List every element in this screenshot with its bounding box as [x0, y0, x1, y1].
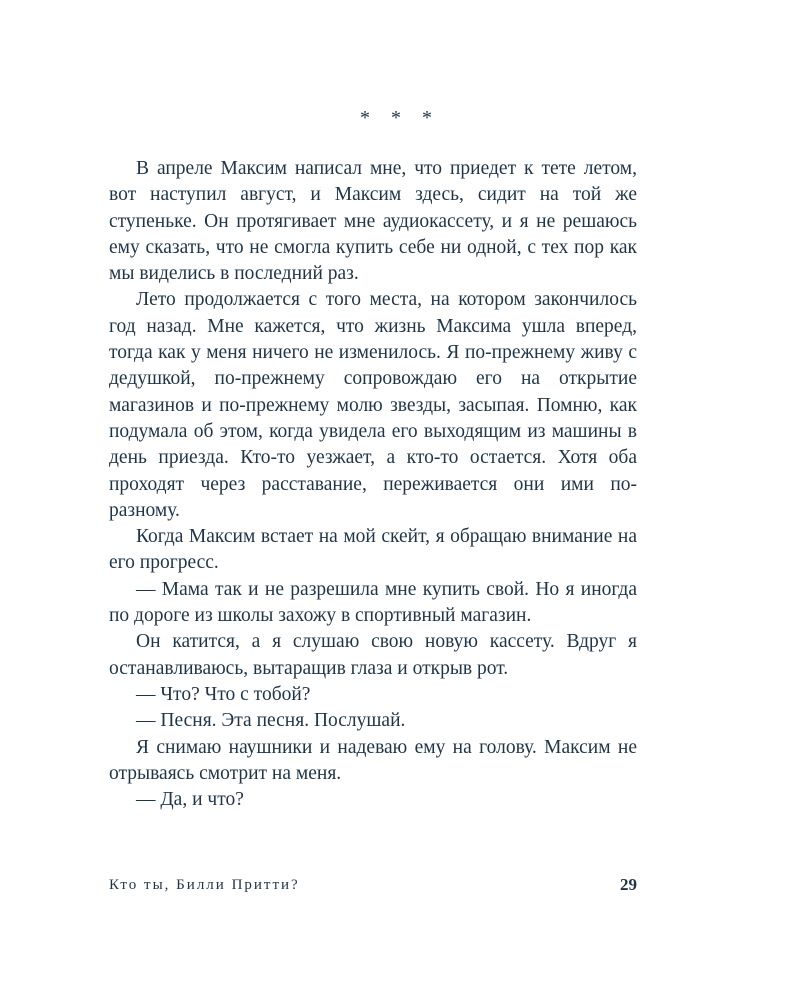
- paragraph: — Что? Что с тобой?: [136, 683, 311, 705]
- page-footer: [109, 873, 637, 897]
- paragraph: Лето продолжается с того места, на котором закончилось год назад. Мне кажется, что жизнь Максима ушла вперед, тогда как у меня ничего не изменилось. Я по-прежнему живу с дедушкой, по-прежнему сопровождаю его на открытие магазинов и по-прежнему молю звезды, засыпая. Помню, как подумала об этом, когда увидела его выходящим из машины в день приезда. Кто-то уезжает, а кто-то остается. Хотя оба проходят через расставание, переживается они ими по-разному.: [109, 289, 637, 521]
- paragraph: — Да, и что?: [136, 789, 244, 811]
- body-text: [109, 156, 637, 813]
- running-footer-title: Кто ты, Билли Притти?: [109, 876, 300, 893]
- paragraph: — Песня. Эта песня. Послушай.: [136, 710, 406, 732]
- paragraph: Когда Максим встает на мой скейт, я обращаю внимание на его прогресс.: [109, 526, 637, 574]
- paragraph: — Мама так и не разрешила мне купить свой. Но я иногда по дороге из школы захожу в спортивный магазин.: [109, 578, 637, 627]
- paragraph: Я снимаю наушники и надеваю ему на голову. Максим не отрываясь смотрит на меня.: [109, 736, 637, 784]
- section-separator: * * *: [360, 107, 440, 129]
- paragraph: Он катится, а я слушаю свою новую кассету. Вдруг я останавливаюсь, вытаращив глаза и открыв рот.: [109, 631, 637, 679]
- paragraph: В апреле Максим написал мне, что приедет к тете летом, вот наступил август, и Максим здесь, сидит на той же ступеньке. Он протягивает мне аудиокассету, и я не решаюсь ему сказать, что не смогла купить себе ни одной, с тех пор как мы виделись в последний раз.: [109, 158, 637, 285]
- page-number: 29: [620, 875, 637, 894]
